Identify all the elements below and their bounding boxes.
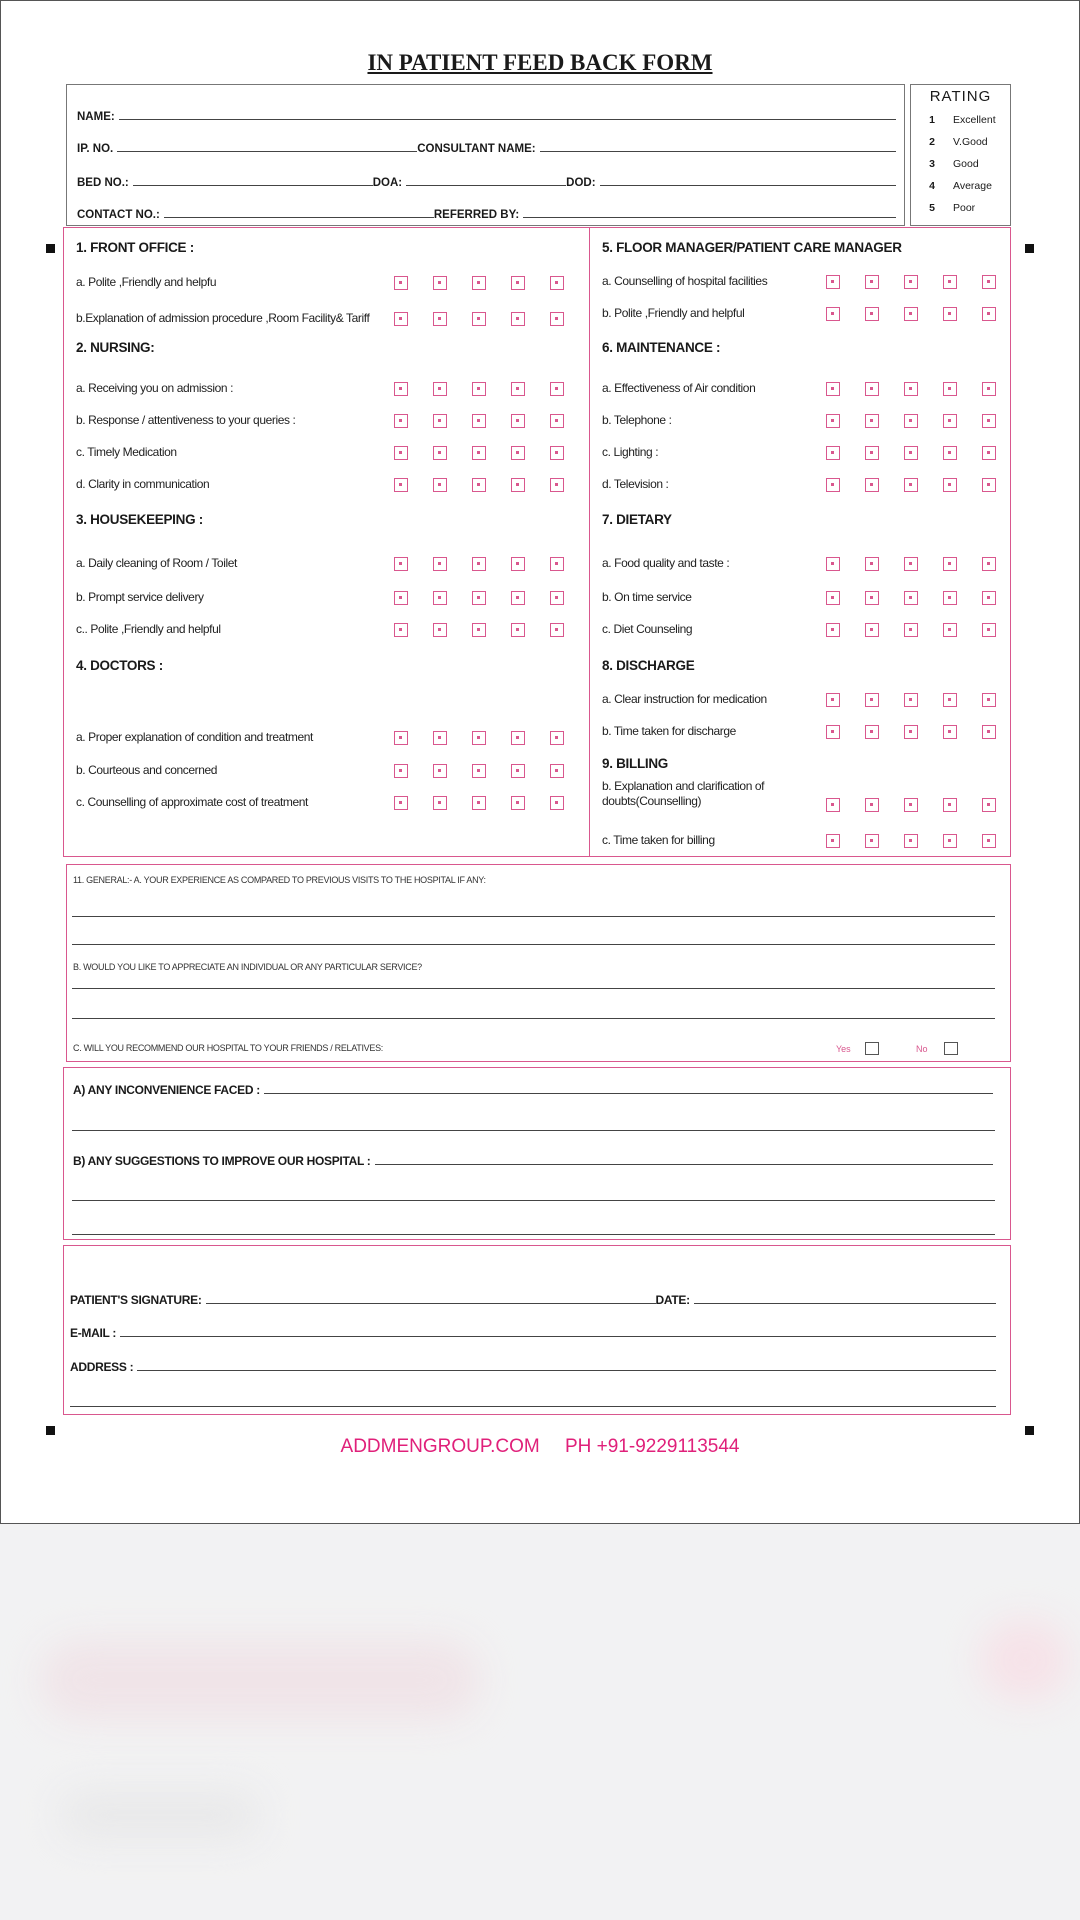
- rating-checkbox-row: [826, 798, 1021, 812]
- rating-checkbox-row: [394, 764, 589, 778]
- question-label: b. Response / attentiveness to your queries :: [76, 413, 296, 427]
- rating-label: V.Good: [953, 136, 988, 148]
- rating-legend: [910, 84, 1011, 226]
- registration-mark: [46, 244, 55, 253]
- date-label: DATE:: [655, 1293, 690, 1307]
- question-label: c. Diet Counseling: [602, 622, 693, 636]
- rating-checkbox-3[interactable]: [472, 764, 486, 778]
- rating-checkbox-1[interactable]: [826, 478, 840, 492]
- question-label: b. Telephone :: [602, 413, 672, 427]
- rating-number: 3: [929, 158, 935, 170]
- suggestions-label: B) ANY SUGGESTIONS TO IMPROVE OUR HOSPITAL :: [73, 1154, 371, 1168]
- rating-checkbox-2[interactable]: [865, 623, 879, 637]
- question-label: c.. Polite ,Friendly and helpful: [76, 622, 221, 636]
- question-label: a. Receiving you on admission :: [76, 381, 234, 395]
- question-label: a. Polite ,Friendly and helpfu: [76, 275, 217, 289]
- rating-checkbox-5[interactable]: [982, 693, 996, 707]
- rating-checkbox-row: [394, 382, 589, 396]
- registration-mark: [1025, 244, 1034, 253]
- inconvenience-label: A) ANY INCONVENIENCE FACED :: [73, 1083, 260, 1097]
- rating-checkbox-4[interactable]: [943, 557, 957, 571]
- rating-checkbox-2[interactable]: [433, 796, 447, 810]
- question-label: b. Prompt service delivery: [76, 590, 204, 604]
- rating-checkbox-3[interactable]: [904, 798, 918, 812]
- rating-checkbox-2[interactable]: [865, 478, 879, 492]
- rating-checkbox-5[interactable]: [982, 446, 996, 460]
- rating-number: 2: [929, 136, 935, 148]
- rating-label: Good: [953, 158, 979, 170]
- rating-checkbox-2[interactable]: [865, 725, 879, 739]
- rating-checkbox-1[interactable]: [826, 307, 840, 321]
- rating-checkbox-5[interactable]: [982, 275, 996, 289]
- rating-checkbox-3[interactable]: [904, 307, 918, 321]
- rating-checkbox-row: [394, 591, 589, 605]
- rating-checkbox-1[interactable]: [826, 557, 840, 571]
- question-label: d. Clarity in communication: [76, 477, 210, 491]
- rating-number: 4: [929, 180, 935, 192]
- rating-checkbox-3[interactable]: [904, 446, 918, 460]
- rating-checkbox-4[interactable]: [943, 275, 957, 289]
- email-field[interactable]: [70, 1326, 996, 1340]
- question-label: a. Daily cleaning of Room / Toilet: [76, 556, 237, 570]
- section-title: 5. FLOOR MANAGER/PATIENT CARE MANAGER: [602, 240, 902, 255]
- section-title: 4. DOCTORS :: [76, 658, 163, 673]
- rating-checkbox-1[interactable]: [826, 798, 840, 812]
- rating-checkbox-4[interactable]: [943, 591, 957, 605]
- rating-checkbox-4[interactable]: [511, 796, 525, 810]
- rating-checkbox-3[interactable]: [472, 796, 486, 810]
- section-title: 9. BILLING: [602, 756, 669, 771]
- rating-checkbox-row: [394, 623, 589, 637]
- rating-checkbox-1[interactable]: [826, 591, 840, 605]
- rating-checkbox-1[interactable]: [394, 731, 408, 745]
- rating-checkbox-row: [826, 478, 1021, 492]
- yes-label: Yes: [836, 1044, 851, 1054]
- rating-checkbox-5[interactable]: [550, 414, 564, 428]
- rating-checkbox-2[interactable]: [433, 276, 447, 290]
- contact-referred-row[interactable]: [77, 201, 896, 221]
- rating-checkbox-5[interactable]: [982, 725, 996, 739]
- question-label: c. Time taken for billing: [602, 833, 715, 847]
- rating-checkbox-4[interactable]: [943, 693, 957, 707]
- rating-checkbox-1[interactable]: [394, 557, 408, 571]
- email-label: E-MAIL :: [70, 1326, 117, 1340]
- rating-checkbox-row: [826, 414, 1021, 428]
- rating-checkbox-5[interactable]: [550, 276, 564, 290]
- rating-checkbox-1[interactable]: [394, 478, 408, 492]
- rating-checkbox-row: [826, 834, 1021, 848]
- rating-checkbox-3[interactable]: [904, 478, 918, 492]
- answer-line[interactable]: [72, 988, 995, 989]
- rating-checkbox-5[interactable]: [982, 414, 996, 428]
- rating-checkbox-5[interactable]: [550, 623, 564, 637]
- rating-checkbox-4[interactable]: [511, 478, 525, 492]
- rating-checkbox-4[interactable]: [511, 276, 525, 290]
- rating-checkbox-1[interactable]: [394, 796, 408, 810]
- rating-checkbox-1[interactable]: [394, 312, 408, 326]
- rating-checkbox-row: [394, 557, 589, 571]
- rating-checkbox-2[interactable]: [865, 591, 879, 605]
- rating-checkbox-3[interactable]: [472, 591, 486, 605]
- answer-line[interactable]: [72, 1018, 995, 1019]
- rating-checkbox-2[interactable]: [865, 414, 879, 428]
- rating-checkbox-2[interactable]: [865, 446, 879, 460]
- rating-checkbox-5[interactable]: [982, 557, 996, 571]
- rating-item: [911, 153, 1010, 175]
- footer-website[interactable]: ADDMENGROUP.COM: [340, 1436, 540, 1457]
- rating-checkbox-5[interactable]: [550, 312, 564, 326]
- no-label: No: [916, 1044, 928, 1054]
- rating-checkbox-3[interactable]: [472, 312, 486, 326]
- registration-mark: [1025, 1426, 1034, 1435]
- signature-row[interactable]: [70, 1293, 996, 1307]
- rating-checkbox-2[interactable]: [865, 693, 879, 707]
- dod-label: DOD:: [566, 177, 596, 189]
- suggestions-field[interactable]: [73, 1154, 993, 1168]
- rating-checkbox-1[interactable]: [394, 276, 408, 290]
- rating-checkbox-2[interactable]: [433, 591, 447, 605]
- rating-checkbox-2[interactable]: [433, 414, 447, 428]
- rating-checkbox-2[interactable]: [433, 478, 447, 492]
- rating-checkbox-2[interactable]: [433, 623, 447, 637]
- rating-checkbox-2[interactable]: [433, 382, 447, 396]
- rating-checkbox-4[interactable]: [511, 414, 525, 428]
- background-blur: [980, 1620, 1070, 1700]
- rating-checkbox-row: [826, 446, 1021, 460]
- rating-checkbox-row: [826, 557, 1021, 571]
- yes-checkbox[interactable]: [865, 1042, 879, 1055]
- rating-label: Excellent: [953, 114, 996, 126]
- answer-line[interactable]: [72, 944, 995, 945]
- rating-checkbox-4[interactable]: [943, 446, 957, 460]
- bed-doa-dod-row[interactable]: [77, 169, 896, 189]
- rating-checkbox-5[interactable]: [550, 591, 564, 605]
- section-title: 3. HOUSEKEEPING :: [76, 512, 203, 527]
- rating-checkbox-3[interactable]: [904, 623, 918, 637]
- rating-checkbox-5[interactable]: [550, 478, 564, 492]
- general-question-a: 11. GENERAL:- A. YOUR EXPERIENCE AS COMPARED TO PREVIOUS VISITS TO THE HOSPITAL IF ANY:: [73, 875, 486, 885]
- ip-no-label: IP. NO.: [77, 143, 114, 155]
- ip-consultant-row[interactable]: [77, 135, 896, 155]
- rating-item: [911, 175, 1010, 197]
- name-field[interactable]: [77, 103, 896, 123]
- rating-checkbox-5[interactable]: [550, 764, 564, 778]
- question-label: a. Effectiveness of Air condition: [602, 381, 756, 395]
- rating-checkbox-3[interactable]: [904, 414, 918, 428]
- rating-checkbox-3[interactable]: [472, 623, 486, 637]
- rating-checkbox-1[interactable]: [826, 834, 840, 848]
- rating-checkbox-row: [394, 446, 589, 460]
- rating-checkbox-3[interactable]: [472, 731, 486, 745]
- rating-checkbox-row: [826, 725, 1021, 739]
- rating-checkbox-4[interactable]: [943, 834, 957, 848]
- rating-checkbox-5[interactable]: [982, 623, 996, 637]
- rating-checkbox-row: [394, 312, 589, 326]
- rating-checkbox-3[interactable]: [472, 276, 486, 290]
- rating-checkbox-1[interactable]: [394, 446, 408, 460]
- rating-checkbox-2[interactable]: [433, 731, 447, 745]
- rating-checkbox-2[interactable]: [433, 446, 447, 460]
- section-title: 8. DISCHARGE: [602, 658, 695, 673]
- rating-checkbox-1[interactable]: [394, 591, 408, 605]
- rating-number: 5: [929, 202, 935, 214]
- rating-checkbox-4[interactable]: [943, 623, 957, 637]
- rating-checkbox-3[interactable]: [904, 382, 918, 396]
- rating-checkbox-2[interactable]: [433, 312, 447, 326]
- rating-checkbox-1[interactable]: [826, 446, 840, 460]
- rating-checkbox-5[interactable]: [982, 307, 996, 321]
- consultant-label: CONSULTANT NAME:: [417, 143, 536, 155]
- rating-checkbox-4[interactable]: [511, 731, 525, 745]
- rating-checkbox-5[interactable]: [550, 446, 564, 460]
- rating-number: 1: [929, 114, 935, 126]
- question-label: a. Counselling of hospital facilities: [602, 274, 768, 288]
- form-title: IN PATIENT FEED BACK FORM: [367, 50, 713, 75]
- rating-checkbox-row: [394, 414, 589, 428]
- rating-checkbox-4[interactable]: [511, 446, 525, 460]
- question-label: b. Polite ,Friendly and helpful: [602, 306, 745, 320]
- signature-label: PATIENT'S SIGNATURE:: [70, 1293, 202, 1307]
- question-label: a. Clear instruction for medication: [602, 692, 767, 706]
- rating-checkbox-5[interactable]: [982, 834, 996, 848]
- rating-checkbox-4[interactable]: [943, 798, 957, 812]
- rating-checkbox-row: [826, 591, 1021, 605]
- rating-checkbox-3[interactable]: [472, 382, 486, 396]
- column-divider: [589, 227, 590, 857]
- rating-item: [911, 131, 1010, 153]
- rating-checkbox-1[interactable]: [394, 382, 408, 396]
- rating-checkbox-1[interactable]: [826, 382, 840, 396]
- section-title: 2. NURSING:: [76, 340, 155, 355]
- question-label: b.Explanation of admission procedure ,Room Facility& Tariff: [76, 311, 370, 325]
- rating-checkbox-1[interactable]: [826, 725, 840, 739]
- section-title: 6. MAINTENANCE :: [602, 340, 721, 355]
- rating-checkbox-row: [394, 731, 589, 745]
- rating-checkbox-2[interactable]: [433, 557, 447, 571]
- rating-checkbox-5[interactable]: [982, 382, 996, 396]
- referred-label: REFERRED BY:: [433, 209, 520, 221]
- rating-checkbox-3[interactable]: [904, 557, 918, 571]
- rating-checkbox-4[interactable]: [943, 725, 957, 739]
- rating-checkbox-row: [826, 623, 1021, 637]
- general-question-b: B. WOULD YOU LIKE TO APPRECIATE AN INDIVIDUAL OR ANY PARTICULAR SERVICE?: [73, 962, 422, 972]
- doa-label: DOA:: [372, 177, 403, 189]
- rating-checkbox-row: [826, 307, 1021, 321]
- rating-checkbox-4[interactable]: [943, 382, 957, 396]
- rating-checkbox-3[interactable]: [904, 725, 918, 739]
- background-blur: [60, 1790, 260, 1840]
- section-title: 1. FRONT OFFICE :: [76, 240, 194, 255]
- answer-line[interactable]: [72, 1234, 995, 1235]
- rating-checkbox-1[interactable]: [826, 693, 840, 707]
- rating-checkbox-4[interactable]: [943, 478, 957, 492]
- answer-line[interactable]: [70, 1406, 996, 1407]
- rating-checkbox-1[interactable]: [394, 414, 408, 428]
- question-label: b. Courteous and concerned: [76, 763, 218, 777]
- rating-checkbox-4[interactable]: [511, 382, 525, 396]
- rating-checkbox-4[interactable]: [511, 557, 525, 571]
- question-label: b. On time service: [602, 590, 692, 604]
- background-blur: [40, 1640, 480, 1720]
- rating-checkbox-4[interactable]: [511, 312, 525, 326]
- rating-checkbox-3[interactable]: [472, 557, 486, 571]
- rating-item: [911, 109, 1010, 131]
- rating-checkbox-row: [394, 796, 589, 810]
- rating-checkbox-5[interactable]: [550, 382, 564, 396]
- rating-checkbox-3[interactable]: [904, 275, 918, 289]
- no-checkbox[interactable]: [944, 1042, 958, 1055]
- footer: [0, 1436, 1080, 1458]
- registration-mark: [46, 1426, 55, 1435]
- rating-checkbox-5[interactable]: [982, 591, 996, 605]
- rating-checkbox-4[interactable]: [943, 414, 957, 428]
- rating-checkbox-row: [826, 275, 1021, 289]
- footer-phone: PH +91-9229113544: [564, 1436, 740, 1457]
- section-title: 7. DIETARY: [602, 512, 672, 527]
- rating-checkbox-2[interactable]: [865, 557, 879, 571]
- rating-checkbox-1[interactable]: [826, 623, 840, 637]
- rating-checkbox-2[interactable]: [865, 275, 879, 289]
- rating-item: [911, 197, 1010, 219]
- rating-checkbox-2[interactable]: [865, 307, 879, 321]
- rating-checkbox-row: [826, 693, 1021, 707]
- rating-checkbox-1[interactable]: [394, 764, 408, 778]
- general-question-c: C. WILL YOU RECOMMEND OUR HOSPITAL TO YOUR FRIENDS / RELATIVES:: [73, 1043, 383, 1053]
- rating-checkbox-2[interactable]: [433, 764, 447, 778]
- rating-checkbox-2[interactable]: [865, 798, 879, 812]
- rating-checkbox-3[interactable]: [472, 414, 486, 428]
- question-label: b. Time taken for discharge: [602, 724, 736, 738]
- bed-no-label: BED NO.:: [77, 177, 129, 189]
- answer-line[interactable]: [72, 916, 995, 917]
- question-label: a. Proper explanation of condition and treatment: [76, 730, 313, 744]
- rating-checkbox-3[interactable]: [472, 446, 486, 460]
- rating-checkbox-3[interactable]: [904, 591, 918, 605]
- rating-checkbox-row: [394, 478, 589, 492]
- rating-checkbox-row: [826, 382, 1021, 396]
- rating-title: RATING: [929, 88, 992, 105]
- rating-checkbox-4[interactable]: [511, 623, 525, 637]
- rating-label: Poor: [953, 202, 976, 214]
- rating-checkbox-4[interactable]: [511, 764, 525, 778]
- question-label: c. Counselling of approximate cost of treatment: [76, 795, 308, 809]
- rating-checkbox-5[interactable]: [982, 798, 996, 812]
- rating-checkbox-5[interactable]: [550, 796, 564, 810]
- rating-checkbox-4[interactable]: [943, 307, 957, 321]
- rating-label: Average: [953, 180, 992, 192]
- question-label: a. Food quality and taste :: [602, 556, 730, 570]
- rating-checkbox-3[interactable]: [904, 834, 918, 848]
- rating-checkbox-row: [394, 276, 589, 290]
- rating-checkbox-2[interactable]: [865, 382, 879, 396]
- question-label: c. Timely Medication: [76, 445, 177, 459]
- patient-details-box: [66, 84, 905, 226]
- name-label: NAME:: [77, 111, 115, 123]
- address-field[interactable]: [70, 1360, 996, 1374]
- question-label: c. Lighting :: [602, 445, 659, 459]
- rating-checkbox-1[interactable]: [394, 623, 408, 637]
- rating-checkbox-3[interactable]: [904, 693, 918, 707]
- question-label: d. Television :: [602, 477, 669, 491]
- rating-checkbox-1[interactable]: [826, 275, 840, 289]
- rating-checkbox-2[interactable]: [865, 834, 879, 848]
- rating-checkbox-5[interactable]: [982, 478, 996, 492]
- rating-checkbox-1[interactable]: [826, 414, 840, 428]
- rating-checkbox-3[interactable]: [472, 478, 486, 492]
- contact-label: CONTACT NO.:: [77, 209, 160, 221]
- answer-line[interactable]: [72, 1130, 995, 1131]
- rating-checkbox-5[interactable]: [550, 557, 564, 571]
- inconvenience-field[interactable]: [73, 1083, 993, 1097]
- answer-line[interactable]: [72, 1200, 995, 1201]
- question-label: b. Explanation and clarification of doubts(Counselling): [602, 779, 765, 808]
- rating-checkbox-4[interactable]: [511, 591, 525, 605]
- address-label: ADDRESS :: [70, 1360, 134, 1374]
- rating-checkbox-5[interactable]: [550, 731, 564, 745]
